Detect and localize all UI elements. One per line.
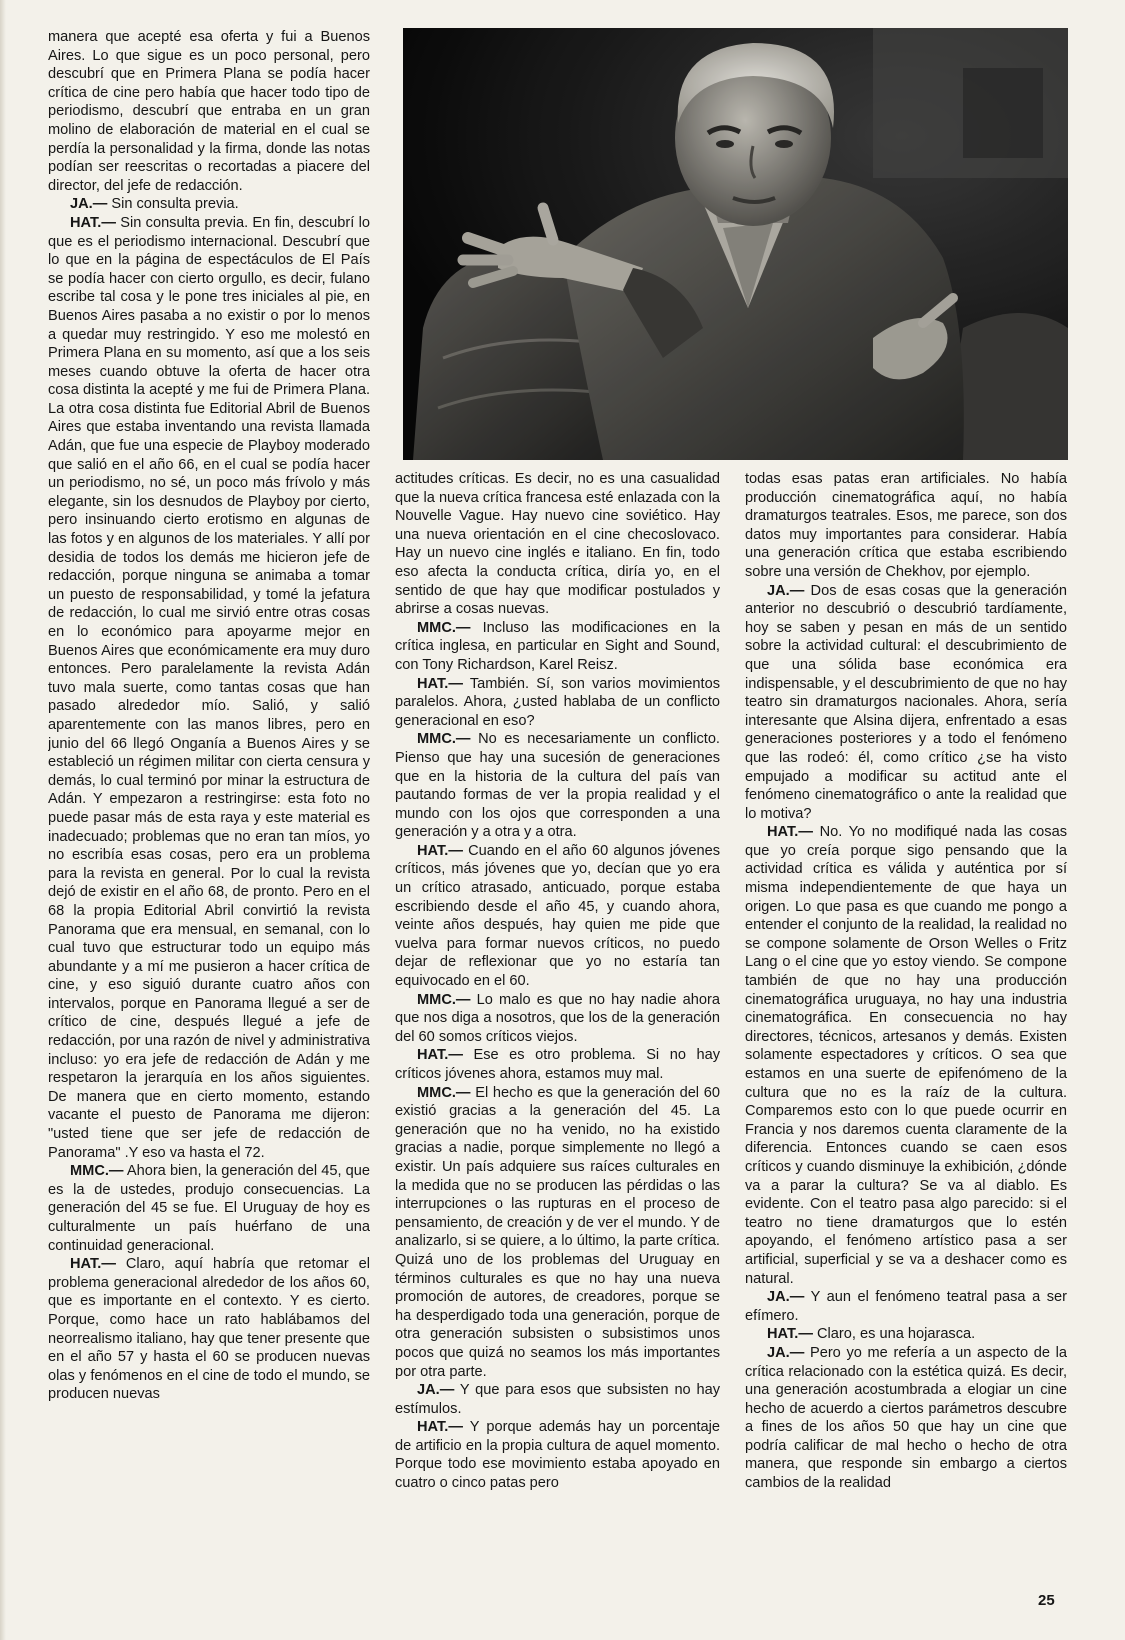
paragraph-text: Pero yo me refería a un aspecto de la crítica relacionado con la estética quizá. Es decir, una generación acostumbrada a elogiar un cine hecho de acuerdo a ciertos parámetros descubre a fines de los años 50 que hay un cine que podría calificar de mal hecho o hecho de otra manera, que responde sin embargo a ciertos cambios de la realidad xyxy=(745,1344,1067,1492)
speaker-label: HAT.— xyxy=(417,1047,463,1064)
paragraph xyxy=(395,1084,720,1382)
portrait-photo xyxy=(403,28,1068,460)
paragraph-text: Cuando en el año 60 algunos jóvenes críticos, más jóvenes que yo, decían que yo era un crítico atrasado, anticuado, porque estaba escribiendo desde el año 45, y cuando ahora, veinte años después, hay quien me pide que vuelva para formar nuevos críticos, no puedo dejar de reflexionar que yo no estaría tan equivocado en el 60. xyxy=(395,842,720,990)
paragraph-text: Claro, es una hojarasca. xyxy=(812,1326,976,1343)
paragraph-text: Sin consulta previa. En fin, descubrí lo que es el periodismo internacional. Descubrí que lo que en la página de espectáculos de El País se podía hacer con cierto orgullo, es decir, fulano escribe tal cosa y le pone tres iniciales al pie, en Buenos Aires pasaba a no existir o por lo menos a quedar muy restringido. Y eso me molestó en Primera Plana en su momento, así que a los seis meses cuando obtuve la oferta de hacer otra cosa distinta la acepté y me fui de Primera Plana. La otra cosa distinta fue Editorial Abril de Buenos Aires que estaba inventando una revista llamada Adán, que fue una especie de Playboy moderado que salió en el año 66, en el cual se podía hacer un periodismo, no sé, un poco más frívolo y más elegante, sin los desnudos de Playboy por cierto, pero insinuando cierto erotismo en algunas de las fotos y en algunos de los materiales. Y allí por desidia de todos los demás me hicieron jefe de redacción, porque ninguna se animaba a tomar un puesto de responsabilidad, y tomé la jefatura de redacción, lo cual me sirvió entre otras cosas en lo económico para apoyarme mejor en Buenos Aires que económicamente era muy duro entonces. Pero paralelamente la revista Adán tuvo mala suerte, como tantas cosas que han pasado alrededor mío. Salió, y salió aparentemente con las manos libres, pero en junio del 66 llegó Onganía a Buenos Aires y se estableció un régimen militar con cierta censura y demás, lo cual terminó por minar la estructura de Adán. Y empezaron a restringirse: esta foto no puede pasar más de esta raya y este material es inadecuado; problemas que no eran tan míos, yo no escribía esas cosas, pero era un problema para la revista en general. Por lo cual la revista dejó de existir en el año 68, de pronto. Pero en el 68 la propia Editorial Abril convirtió la revista Panorama que era mensual, en semanal, con lo cual tuvo que estructurar todo un equipo más abundante y a mí me pusieron a hacer crítica de cine, y eso siguió durante cuatro años con intervalos, porque en Panorama llegué a ser de crítico de cine, después llegué a jefe de redacción, por una razón de nivel y administrativa incluso: yo era jefe de redacción de Adán y me respetaron la jerarquía en los años siguientes. De manera que en cierto momento, estando vacante el puesto de Panorama me dijeron: "usted tiene que ser jefe de redacción de Panorama" .Y eso va hasta el 72. xyxy=(48,214,370,1161)
paragraph xyxy=(48,28,370,195)
text-column-right xyxy=(745,470,1067,1550)
page-edge-shadow xyxy=(0,0,6,1640)
page-number: 25 xyxy=(1038,1592,1055,1609)
speaker-label: HAT.— xyxy=(417,842,463,859)
paragraph xyxy=(745,582,1067,824)
speaker-label: JA.— xyxy=(767,1289,805,1306)
paragraph xyxy=(395,1381,720,1418)
speaker-label: MMC.— xyxy=(417,731,471,748)
paragraph-text: todas esas patas eran artificiales. No había producción cinematográfica aquí, no había dramaturgos teatrales. Esos, me parece, son dos datos muy importantes para considerar. Había una generación crítica que estaba escribiendo sobre una versión de Chekhov, por ejemplo. xyxy=(745,471,1067,580)
speaker-label: JA.— xyxy=(767,582,805,599)
paragraph xyxy=(745,1288,1067,1325)
paragraph xyxy=(395,470,720,619)
paragraph xyxy=(395,842,720,991)
paragraph xyxy=(395,730,720,842)
paragraph xyxy=(395,991,720,1047)
paragraph xyxy=(745,1344,1067,1493)
paragraph-text: Y porque además hay un porcentaje de artificio en la propia cultura de aquel momento. Porque todo ese movimiento estaba apoyado en cuatro o cinco patas pero xyxy=(395,1419,720,1492)
paragraph-text: Ese es otro problema. Si no hay críticos jóvenes ahora, estamos muy mal. xyxy=(395,1047,720,1082)
speaker-label: JA.— xyxy=(417,1382,455,1399)
paragraph-text: Ahora bien, la generación del 45, que es la de ustedes, produjo consecuencias. La generación del 45 se fue. El Uruguay de hoy es culturalmente un país huérfano de una continuidad generacional. xyxy=(48,1163,370,1254)
text-column-middle xyxy=(395,470,720,1550)
paragraph xyxy=(48,1162,370,1255)
paragraph-text: Y que para esos que subsisten no hay estímulos. xyxy=(395,1382,720,1417)
paragraph-text: manera que acepté esa oferta y fui a Buenos Aires. Lo que sigue es un poco personal, pero descubrí que en Primera Plana se podía hacer crítica de cine pero había que hacer todo tipo de periodismo, descubrí que entraba en un gran molino de elaboración de material en el cual se perdía la personalidad y la firma, donde las notas podían ser reescritas o recortadas a piacere del director, del jefe de redacción. xyxy=(48,29,370,194)
portrait-photo-illustration xyxy=(403,28,1068,460)
paragraph-text: Y aun el fenómeno teatral pasa a ser efímero. xyxy=(745,1289,1067,1324)
speaker-label: MMC.— xyxy=(417,1084,471,1101)
paragraph xyxy=(48,1255,370,1404)
speaker-label: JA.— xyxy=(767,1344,805,1361)
speaker-label: HAT.— xyxy=(70,214,116,231)
paragraph-text: El hecho es que la generación del 60 existió gracias a la generación del 45. La generación que no ha venido, no ha existido gracias a nadie, porque simplemente no llegó a existir. Un país adquiere sus raíces culturales en la medida que no se producen las pérdidas o las interrupciones o las rupturas en el proceso de pensamiento, de creación y de ver el mundo. Y de analizarlo, si se quiere, a lo último, la parte crítica. Quizá uno de los problemas del Uruguay en términos culturales es que no hay una nueva promoción de autores, de creadores, porque se ha desperdigado toda una generación, porque de otra generación subsisten o subsistimos unos pocos que quizá no seamos los más importantes por otra parte. xyxy=(395,1084,720,1380)
paragraph xyxy=(745,470,1067,582)
paragraph xyxy=(745,823,1067,1288)
speaker-label: HAT.— xyxy=(70,1256,116,1273)
paragraph-text: No. Yo no modifiqué nada las cosas que yo creía porque sigo pensando que la actividad crítica es válida y auténtica por sí misma independientemente de que haya un origen. Lo que pasa es que cuando me pongo a entender el conjunto de la realidad, la realidad no se compone solamente de Orson Welles o Fritz Lang o el cine que yo estoy viendo. Se compone también de que no hay una producción cinematográfica uruguaya, no hay una industria cinematográfica. En consecuencia no hay directores, técnicos, artesanos y demás. Existen solamente espectadores y críticos. O sea que estamos en una suerte de epifenómeno de la cultura que no es la raíz de la cultura. Comparemos esto con lo que puede ocurrir en Francia y nos daremos cuenta claramente de la diferencia. Entonces cuando se caen esos críticos y cuando disminuye la exhibición, ¿dónde va a parar la cultura? Se va al diablo. Es evidente. Con el teatro pasa algo parecido: si el teatro no tiene dramaturgos que lo estén apoyando, el fenómeno artístico pasa a ser artificial, superficial y se va a deshacer como es natural. xyxy=(745,824,1067,1287)
paragraph xyxy=(395,675,720,731)
paragraph xyxy=(48,195,370,214)
paragraph-text: actitudes críticas. Es decir, no es una casualidad que la nueva crítica francesa esté enlazada con la Nouvelle Vague. Hay nuevo cine soviético. Hay una nueva orientación en el cine checoslovaco. Hay un nuevo cine inglés e italiano. En fin, todo eso afecta la conducta crítica, diría yo, en el sentido de que hay que modificar postulados y abrirse a cosas nuevas. xyxy=(395,471,720,618)
paragraph-text: También. Sí, son varios movimientos paralelos. Ahora, ¿usted hablaba de un conflicto generacional en eso? xyxy=(395,675,720,729)
paragraph xyxy=(395,1046,720,1083)
speaker-label: HAT.— xyxy=(767,824,813,841)
speaker-label: HAT.— xyxy=(417,675,463,692)
paragraph-text: No es necesariamente un conflicto. Pienso que hay una sucesión de generaciones que en la historia de la cultura del país van pautando formas de ver la propia realidad y el mundo con los ojos que corresponden a una generación y a otra y a otra. xyxy=(395,731,720,841)
speaker-label: HAT.— xyxy=(417,1419,463,1436)
text-column-left xyxy=(48,28,370,1538)
speaker-label: JA.— xyxy=(70,196,108,213)
speaker-label: MMC.— xyxy=(417,991,471,1008)
paragraph-text: Incluso las modificaciones en la crítica inglesa, en particular en Sight and Sound, con Tony Richardson, Karel Reisz. xyxy=(395,619,720,673)
speaker-label: MMC.— xyxy=(417,619,471,636)
paragraph xyxy=(745,1325,1067,1344)
speaker-label: HAT.— xyxy=(767,1326,813,1343)
paragraph-text: Dos de esas cosas que la generación anterior no descubrió o descubrió tardíamente, hoy se saben y pesan en más de un sentido sobre la actividad cultural: el descubrimiento de que una sólida base económica era indispensable, y el descubrimiento de que no hay teatro sin dramaturgos nacionales. Ahora, sería interesante que Alsina dijera, enfrentado a esas generaciones posteriores y a todo el fenómeno que las rodeó: él, como crítico ¿se ha visto empujado a modificar su actitud ante el fenómeno cinematográfico o ante la realidad que lo motiva? xyxy=(745,582,1067,822)
speaker-label: MMC.— xyxy=(70,1163,124,1180)
paragraph xyxy=(395,619,720,675)
paragraph xyxy=(48,214,370,1162)
paragraph-text: Lo malo es que no hay nadie ahora que nos diga a nosotros, que los de la generación del 60 somos críticos viejos. xyxy=(395,991,720,1045)
paragraph-text: Claro, aquí habría que retomar el problema generacional alrededor de los años 60, que es importante en el contexto. Y es cierto. Porque, como hace un rato hablábamos del neorrealismo italiano, hay que tener presente que en el año 57 y hasta el 60 se producen nuevas olas y fenómenos en el cine de todo el mundo, se producen nuevas xyxy=(48,1256,370,1403)
paragraph xyxy=(395,1418,720,1492)
paragraph-text: Sin consulta previa. xyxy=(107,196,239,213)
